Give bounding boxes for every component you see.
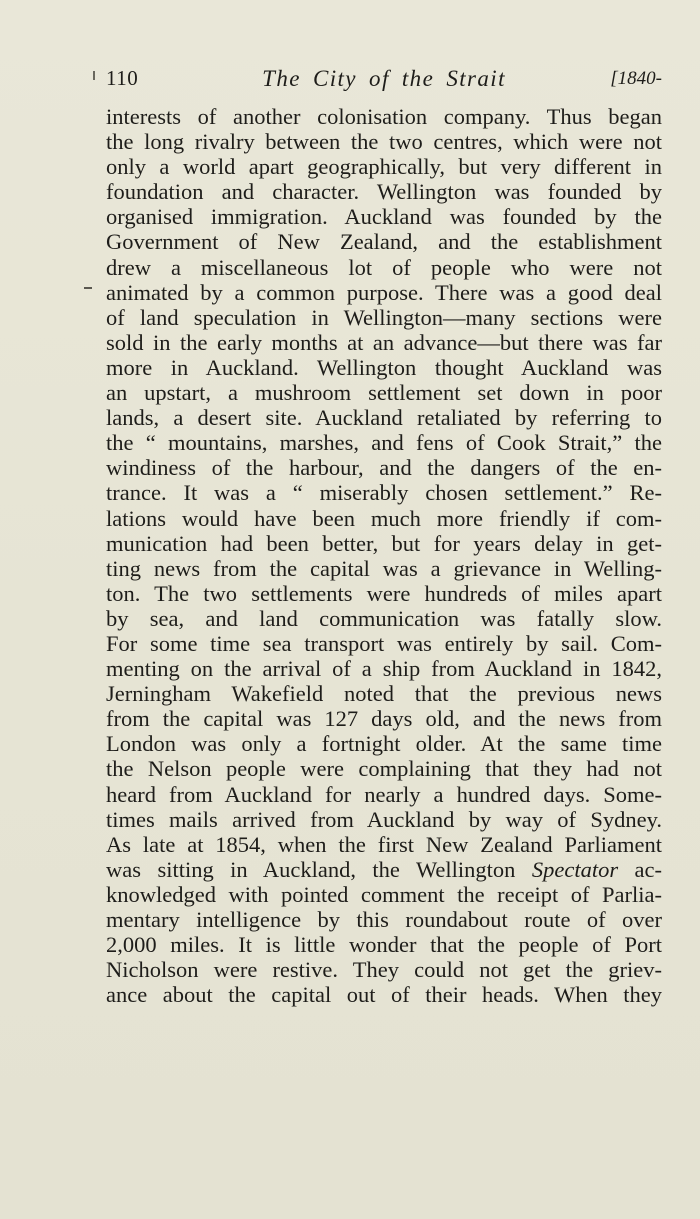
text-line: ance about the capital out of their heads. When they xyxy=(106,982,662,1008)
text-line: knowledged with pointed comment the receipt of Parlia- xyxy=(106,881,662,907)
text-line: Jerningham Wakefield noted that the previous news xyxy=(106,681,662,707)
text-line: the Nelson people were complaining that they had not xyxy=(106,756,662,782)
text-line-with-italic xyxy=(106,857,662,882)
running-title: The City of the Strait xyxy=(262,66,506,91)
text-line: by sea, and land communication was fatally slow. xyxy=(106,605,662,631)
text-line: For some time sea transport was entirely by sail. Com- xyxy=(106,630,662,656)
text-line: times mails arrived from Auckland by way of Sydney. xyxy=(106,806,662,832)
page-number: 110 xyxy=(106,66,139,90)
text-line: mentary intelligence by this roundabout route of over xyxy=(106,907,662,932)
text-line: lations would have been much more friendly if com- xyxy=(106,505,662,531)
text-line: London was only a fortnight older. At the same time xyxy=(106,731,662,757)
text-line: animated by a common purpose. There was a good deal xyxy=(106,279,662,305)
margin-dash-mark xyxy=(84,287,92,289)
text-segment: was sitting in Auckland, the Wellington xyxy=(106,856,516,882)
date-marker: [1840- xyxy=(610,68,662,89)
text-line: munication had been better, but for years delay in get- xyxy=(106,530,662,556)
text-line: interests of another colonisation company. Thus began xyxy=(106,104,662,129)
text-line: Nicholson were restive. They could not get the griev- xyxy=(106,957,662,983)
text-line: windiness of the harbour, and the dangers of the en- xyxy=(106,455,662,481)
text-line: lands, a desert site. Auckland retaliated by referring to xyxy=(106,405,662,431)
text-line: only a world apart geographically, but very different in xyxy=(106,154,662,180)
text-line: organised immigration. Auckland was founded by the xyxy=(106,204,662,230)
text-line: more in Auckland. Wellington thought Auckland was xyxy=(106,354,662,380)
text-line: ton. The two settlements were hundreds of miles apart xyxy=(106,580,662,606)
text-line: As late at 1854, when the first New Zealand Parliament xyxy=(106,831,662,857)
text-line: sold in the early months at an advance—but there was far xyxy=(106,329,662,355)
text-segment: ac- xyxy=(634,856,662,882)
text-line: ting news from the capital was a grievance in Welling- xyxy=(106,555,662,581)
text-line: an upstart, a mushroom settlement set down in poor xyxy=(106,380,662,406)
text-line: the long rivalry between the two centres, which were not xyxy=(106,129,662,155)
text-line: drew a miscellaneous lot of people who were not xyxy=(106,254,662,280)
margin-tick-mark xyxy=(93,71,95,80)
text-line: the “ mountains, marshes, and fens of Cook Strait,” the xyxy=(106,430,662,456)
text-line: menting on the arrival of a ship from Auckland in 1842, xyxy=(106,656,662,682)
italic-title: Spectator xyxy=(531,856,619,882)
text-line: foundation and character. Wellington was founded by xyxy=(106,179,662,205)
text-line: trance. It was a “ miserably chosen settlement.” Re- xyxy=(106,480,662,506)
text-line: 2,000 miles. It is little wonder that the people of Port xyxy=(106,932,662,958)
text-line: Government of New Zealand, and the establishment xyxy=(106,229,662,255)
body-text xyxy=(106,104,662,1007)
text-line: from the capital was 127 days old, and the news from xyxy=(106,706,662,732)
text-line: of land speculation in Wellington—many sections were xyxy=(106,304,662,330)
running-header xyxy=(106,66,662,96)
text-line: heard from Auckland for nearly a hundred days. Some- xyxy=(106,781,662,807)
